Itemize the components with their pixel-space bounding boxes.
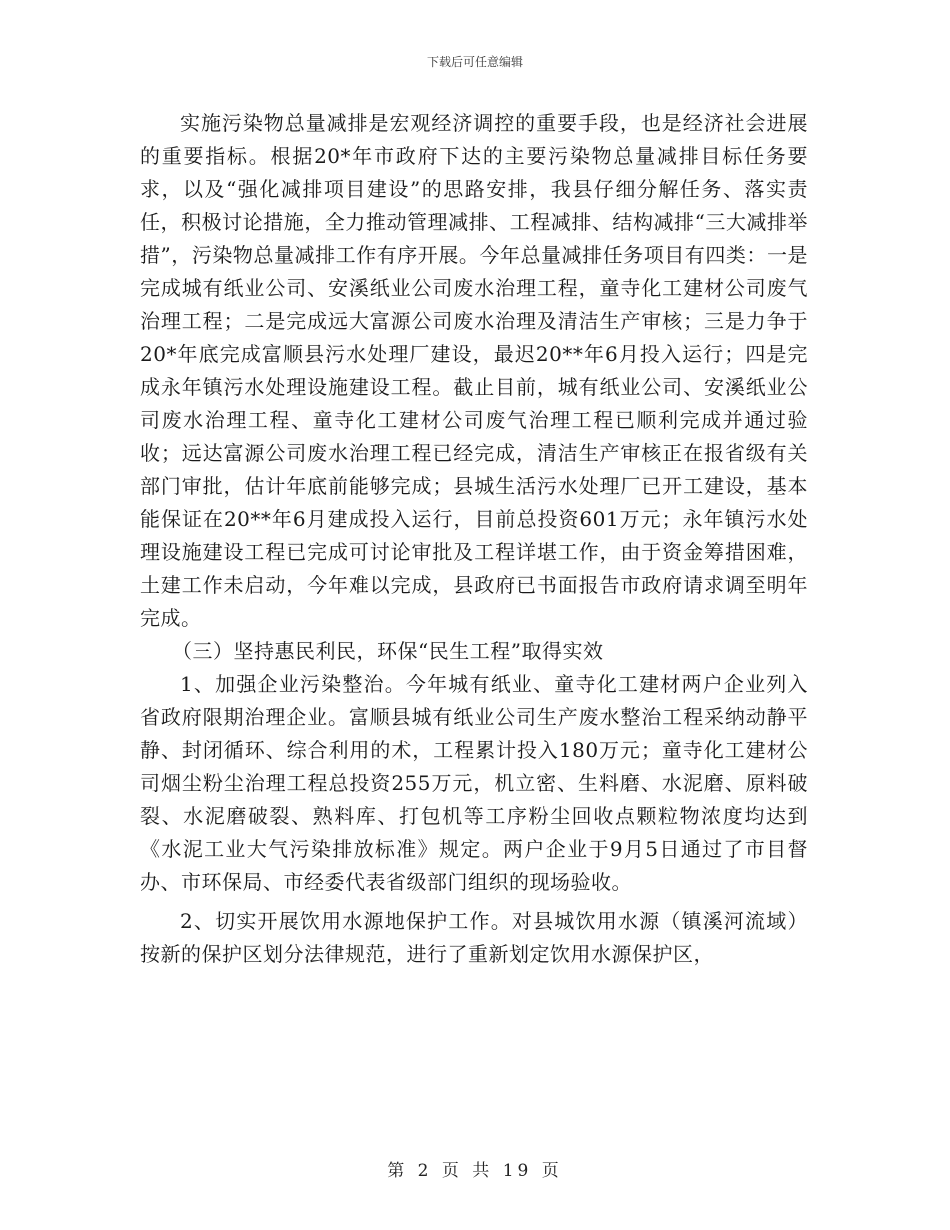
paragraph-water-source: 2、切实开展饮用水源地保护工作。对县城饮用水源（镇溪河流域）按新的保护区划分法律规范，进行了重新划定饮用水源保护区， bbox=[140, 909, 808, 966]
document-body bbox=[140, 107, 808, 971]
page-header-note: 下载后可任意编辑 bbox=[426, 55, 523, 69]
section-heading: （三）坚持惠民利民，环保“民生工程”取得实效 bbox=[172, 639, 604, 663]
page-number: 第 2 页 共 19 页 bbox=[387, 1161, 563, 1181]
paragraph-emission-reduction: 实施污染物总量减排是宏观经济调控的重要手段，也是经济社会进展的重要指标。根据20*年市政府下达的主要污染物总量减排目标任务要求，以及“强化减排项目建设”的思路安排，我县仔细分解任务、落实责任，积极讨论措施，全力推动管理减排、工程减排、结构减排“三大减排举措”，污染物总量减排工作有序开展。今年总量减排任务项目有四类：一是完成城有纸业公司、安溪纸业公司废水治理工程，童寺化工建材公司废气治理工程；二是完成远大富源公司废水治理及清洁生产审核；三是力争于20*年底完成富顺县污水处理厂建设，最迟20**年6月投入运行；四是完成永年镇污水处理设施建设工程。截止目前，城有纸业公司、安溪纸业公司废水治理工程、童寺化工建材公司废气治理工程已顺利完成并通过验收；远达富源公司废水治理工程已经完成，清洁生产审核正在报省级有关部门审批，估计年底前能够完成；县城生活污水处理厂已开工建设，基本能保证在20**年6月建成投入运行，目前总投资601万元；永年镇污水处理设施建设工程已完成可讨论审批及工程详堪工作，由于资金筹措困难，土建工作未启动，今年难以完成，县政府已书面报告市政府请求调至明年完成。 bbox=[140, 111, 808, 630]
paragraph-enterprise-pollution: 1、加强企业污染整治。今年城有纸业、童寺化工建材两户企业列入省政府限期治理企业。富顺县城有纸业公司生产废水整治工程采纳动静平静、封闭循环、综合利用的术，工程累计投入180万元；童寺化工建材公司烟尘粉尘治理工程总投资255万元，机立密、生料磨、水泥磨、原料破裂、水泥磨破裂、熟料库、打包机等工序粉尘回收点颗粒物浓度均达到《水泥工业大气污染排放标准》规定。两户企业于9月5日通过了市目督办、市环保局、市经委代表省级部门组织的现场验收。 bbox=[140, 672, 808, 894]
